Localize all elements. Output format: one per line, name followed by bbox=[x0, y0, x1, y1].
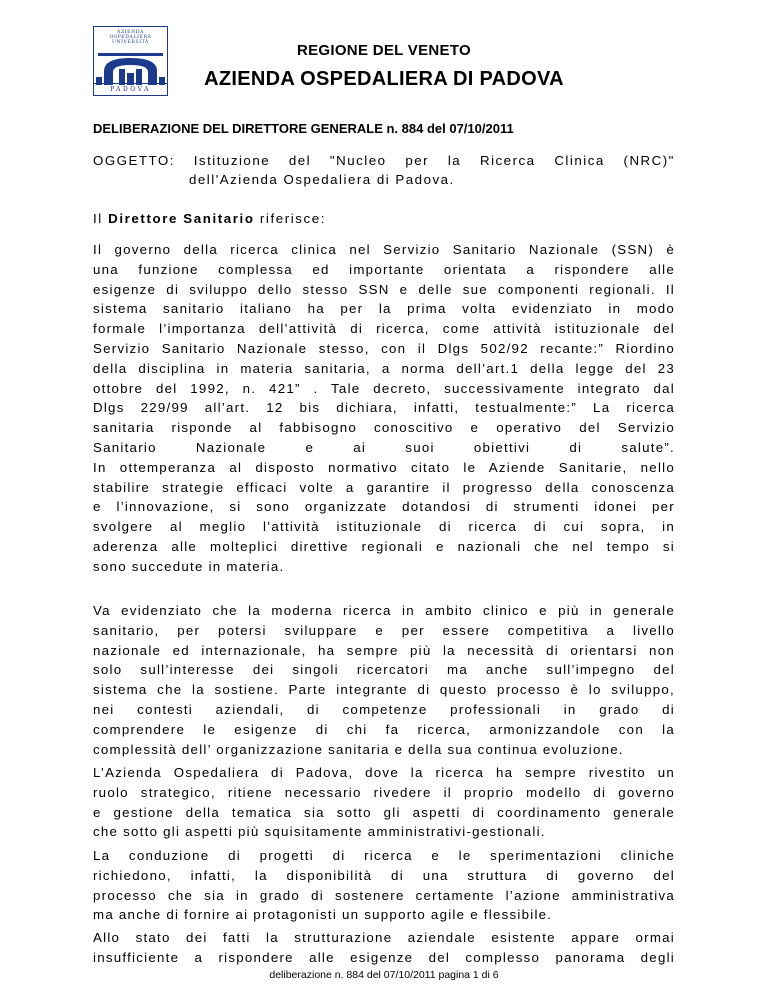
text-line: sono succedute in materia. bbox=[93, 558, 285, 574]
reporter-prefix: Il bbox=[93, 211, 109, 226]
text-line: Va evidenziato che la moderna ricerca in ambito clinico e più in generale bbox=[93, 603, 675, 618]
text-line: richiedono, infatti, la disponibilità di una struttura di governo del bbox=[93, 867, 675, 883]
text-line: insufficiente a rispondere alle esigenze del complesso panorama degli bbox=[93, 949, 675, 965]
subject-word: (NRC)" bbox=[623, 153, 675, 168]
subject-word: Istituzione bbox=[193, 153, 271, 168]
text-line: In ottemperanza al disposto normativo citato le Aziende Sanitarie, nello bbox=[93, 459, 675, 475]
text-line: sistema che la sostiene. Parte integrante di questo processo è lo sviluppo, bbox=[93, 682, 675, 698]
body-paragraph bbox=[93, 240, 675, 577]
body-paragraph bbox=[93, 763, 675, 842]
text-line: complessità dell’ organizzazione sanitaria e della sua continua evoluzione. bbox=[93, 741, 624, 757]
reporter-line bbox=[93, 211, 675, 226]
text-line: Allo stato dei fatti la strutturazione aziendale esistente appare ormai bbox=[93, 930, 675, 945]
text-line: processo che sia in grado di sostenere certamente l’azione amministrativa bbox=[93, 887, 675, 903]
subject-word: per bbox=[405, 153, 430, 168]
reporter-suffix: riferisce: bbox=[254, 211, 327, 226]
text-line: sanitario, per potersi sviluppare e per essere competitiva a livello bbox=[93, 622, 675, 638]
subject-word: "Nucleo bbox=[329, 153, 387, 168]
body-paragraph bbox=[93, 928, 675, 968]
text-line: comprendere le esigenze di chi fa ricerca, armonizzandole con la bbox=[93, 721, 675, 737]
text-line: La conduzione di progetti di ricerca e le sperimentazioni cliniche bbox=[93, 848, 675, 863]
text-line: svolgere al meglio l’attività istituzionale di ricerca di cui sopra, in bbox=[93, 519, 675, 535]
logo-text-line: AZIENDA bbox=[117, 29, 144, 35]
text-line: sistema sanitario italiano ha per la prima volta evidenziato in modo bbox=[93, 301, 675, 317]
hospital-title: AZIENDA OSPEDALIERA DI PADOVA bbox=[204, 68, 564, 90]
region-title: REGIONE DEL VENETO bbox=[296, 42, 472, 59]
subject-line-2: dell'Azienda Ospedaliera di Padova. bbox=[189, 172, 455, 187]
text-line: Dlgs 229/99 all’art. 12 bis dichiara, infatti, testualmente:” La ricerca bbox=[93, 400, 675, 416]
text-line: che sotto gli aspetti più squisitamente amministrativi-gestionali. bbox=[93, 824, 546, 840]
text-line: L’Azienda Ospedaliera di Padova, dove la ricerca ha sempre rivestito un bbox=[93, 765, 675, 780]
subject-label: OGGETTO: bbox=[93, 153, 175, 168]
text-line: nei contesti aziendali, di competenze professionali in grado di bbox=[93, 701, 675, 717]
text-line: ruolo strategico, ritiene necessario rivedere il proprio modello di governo bbox=[93, 784, 675, 800]
deliberation-title: DELIBERAZIONE DEL DIRETTORE GENERALE n. 884 del 07/10/2011 bbox=[93, 121, 514, 136]
logo-text-line: UNIVERSITÀ bbox=[112, 39, 149, 45]
logo-text-line: OSPEDALIERA bbox=[109, 34, 152, 40]
text-line: una funzione complessa ed importante orientata a rispondere alle bbox=[93, 261, 675, 277]
text-line: Sanitario Nazionale e ai suoi obiettivi di salute”. bbox=[93, 439, 675, 455]
subject-word: Clinica bbox=[554, 153, 605, 168]
text-line: Il governo della ricerca clinica nel Servizio Sanitario Nazionale (SSN) è bbox=[93, 242, 675, 257]
subject-word: la bbox=[447, 153, 462, 168]
page-footer: deliberazione n. 884 del 07/10/2011 pagina 1 di 6 bbox=[269, 969, 499, 981]
subject-word: Ricerca bbox=[479, 153, 536, 168]
body-paragraph bbox=[93, 846, 675, 925]
text-line: solo sull’interesse dei singoli ricercatori ma anche sull’impegno del bbox=[93, 662, 675, 678]
reporter-role: Direttore Sanitario bbox=[108, 211, 255, 226]
text-line: nazionale ed internazionale, ha sempre più la necessità di orientarsi non bbox=[93, 642, 675, 658]
text-line: formale l’importanza dell’attività di ricerca, come attività istituzionale del bbox=[93, 321, 675, 337]
text-line: della disciplina in materia sanitaria, a norma dell’art.1 della legge del 23 bbox=[93, 360, 675, 376]
text-line: Servizio Sanitario Nazionale stesso, con il Dlgs 502/92 recante:” Riordino bbox=[93, 340, 675, 356]
text-line: stabilire strategie efficaci volte a garantire il progresso della conoscenza bbox=[93, 479, 675, 495]
text-line: esigenze di sviluppo dello stesso SSN e delle sue componenti regionali. Il bbox=[93, 281, 675, 297]
text-line: aderenza alle molteplici direttive regionali e nazionali che nel tempo si bbox=[93, 538, 675, 554]
subject-line-1 bbox=[93, 153, 675, 168]
text-line: sanitaria risponde al fabbisogno conoscitivo e operativo del Servizio bbox=[93, 420, 675, 436]
text-line: e l’innovazione, si sono organizzate dotandosi di strumenti idonei per bbox=[93, 499, 675, 515]
body-paragraph bbox=[93, 601, 675, 759]
text-line: e gestione della tematica sia sotto gli aspetti di coordinamento generale bbox=[93, 804, 675, 820]
subject-word: del bbox=[288, 153, 312, 168]
logo-city-text: PADOVA bbox=[110, 86, 151, 93]
text-line: ma anche di fornire ai protagonisti un supporto agile e flessibile. bbox=[93, 907, 553, 923]
text-line: ottobre del 1992, n. 421” . Tale decreto, successivamente integrato dal bbox=[93, 380, 675, 396]
